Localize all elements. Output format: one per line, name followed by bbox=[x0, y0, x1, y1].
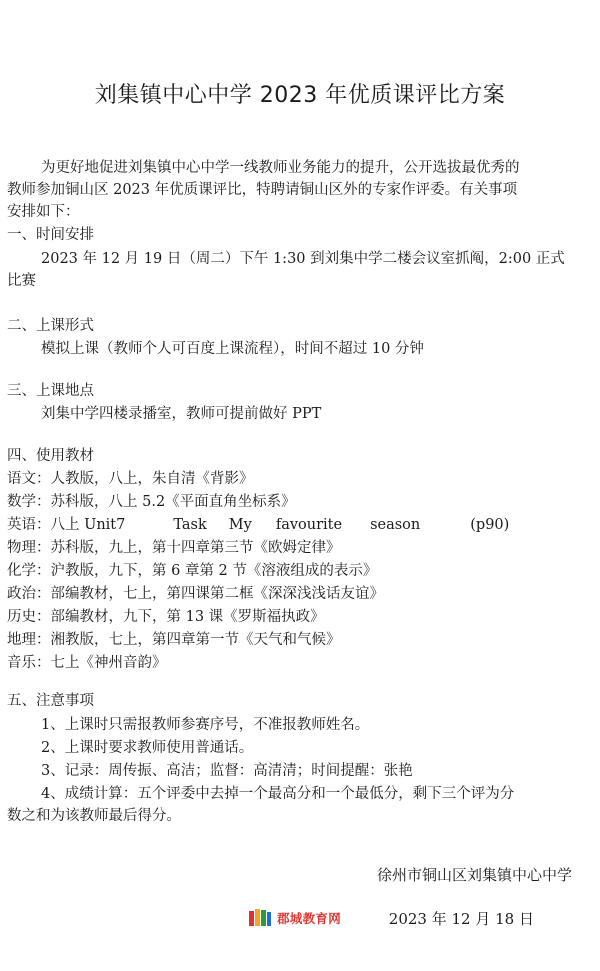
material-item-english bbox=[7, 515, 593, 536]
note-item: 3、记录：周传振、高洁；监督：高清清；时间提醒：张艳 bbox=[41, 763, 413, 779]
material-item: 语文：人教版，八上，朱自清《背影》 bbox=[7, 471, 254, 487]
format-line: 模拟上课（教师个人可百度上课流程），时间不超过 10 分钟 bbox=[41, 341, 424, 357]
document-date: 2023 年 12 月 18 日 bbox=[388, 910, 534, 928]
material-item: 历史：部编教材，九下，第 13 课《罗斯福执政》 bbox=[7, 609, 325, 625]
note-continuation: 数之和为该教师最后得分。 bbox=[7, 808, 181, 824]
intro-line: 安排如下： bbox=[7, 204, 80, 220]
time-line: 2023 年 12 月 19 日（周二）下午 1:30 到刘集中学二楼会议室抓阄，2:00 正式 bbox=[41, 251, 565, 267]
english-word: favourite bbox=[275, 517, 343, 533]
english-word: season bbox=[370, 517, 421, 533]
material-item: 物理：苏科版，九上，第十四章第三节《欧姆定律》 bbox=[7, 540, 341, 556]
english-prefix: 英语：八上 Unit7 bbox=[7, 517, 126, 533]
english-page: (p90) bbox=[470, 517, 510, 533]
note-item: 1、上课时只需报教师参赛序号，不准报教师姓名。 bbox=[41, 717, 370, 733]
note-item: 2、上课时要求教师使用普通话。 bbox=[41, 740, 254, 756]
book-icon bbox=[248, 908, 272, 928]
document-title: 刘集镇中心中学 2023 年优质课评比方案 bbox=[94, 83, 506, 108]
intro-line: 为更好地促进刘集镇中心中学一线教师业务能力的提升，公开选拔最优秀的 bbox=[41, 160, 520, 176]
material-item: 音乐：七上《神州音韵》 bbox=[7, 655, 167, 671]
section-heading-format: 二、上课形式 bbox=[7, 318, 94, 334]
section-heading-time: 一、时间安排 bbox=[7, 227, 94, 243]
section-heading-notes: 五、注意事项 bbox=[7, 693, 94, 709]
material-item: 化学：沪教版，九下，第 6 章第 2 节《溶液组成的表示》 bbox=[7, 563, 378, 579]
note-item: 4、成绩计算：五个评委中去掉一个最高分和一个最低分，剩下三个评为分 bbox=[41, 786, 515, 802]
material-item: 地理：湘教版，七上，第四章第一节《天气和气候》 bbox=[7, 632, 341, 648]
venue-line: 刘集中学四楼录播室，教师可提前做好 PPT bbox=[41, 406, 322, 422]
signature-organization: 徐州市铜山区刘集镇中心中学 bbox=[376, 866, 572, 884]
intro-paragraph bbox=[7, 157, 593, 223]
section-heading-venue: 三、上课地点 bbox=[7, 383, 94, 399]
english-word: My bbox=[228, 517, 252, 533]
material-item: 数学：苏科版，八上 5.2《平面直角坐标系》 bbox=[7, 494, 296, 510]
time-line: 比赛 bbox=[7, 273, 36, 289]
english-word: Task bbox=[173, 517, 207, 533]
material-item: 政治：部编教材，七上，第四课第二框《深深浅浅话友谊》 bbox=[7, 586, 384, 602]
intro-line: 教师参加铜山区 2023 年优质课评比，特聘请铜山区外的专家作评委。有关事项 bbox=[7, 182, 518, 198]
section-heading-materials: 四、使用教材 bbox=[7, 448, 94, 464]
watermark-logo bbox=[248, 905, 341, 931]
watermark-text: 郡城教育网 bbox=[277, 911, 342, 926]
